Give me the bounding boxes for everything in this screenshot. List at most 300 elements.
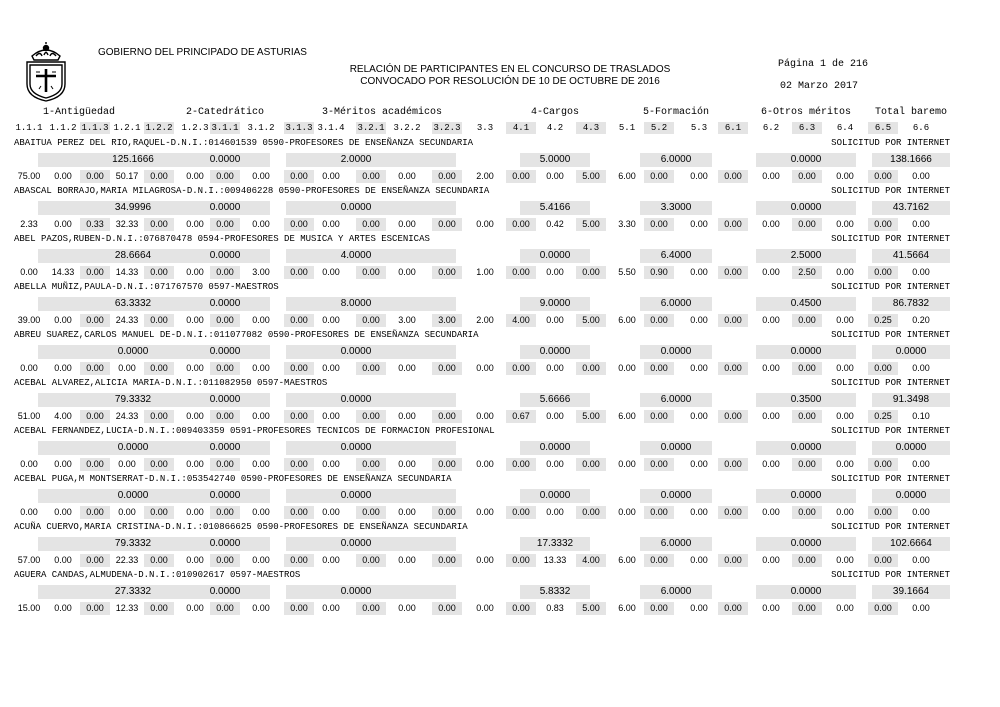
- subsection-value: 0.00: [792, 170, 822, 183]
- section-header: 2-Catedrático: [185, 107, 264, 118]
- subsection-value: 0.00: [476, 555, 494, 565]
- subsection-value: 51.00: [17, 411, 41, 421]
- subsection-value: 0.00: [836, 315, 854, 325]
- subsection-value: 0.00: [144, 554, 174, 567]
- subsection-value: 0.00: [210, 362, 240, 375]
- subsection-value: 22.33: [115, 555, 139, 565]
- subsection-value: 0.00: [398, 603, 416, 613]
- subsection-value: 0.00: [476, 219, 494, 229]
- subsection-value: 4.00: [576, 554, 606, 567]
- subsection-value: 0.00: [252, 603, 270, 613]
- subsection-value: 0.00: [356, 506, 386, 519]
- subsection-value: 0.00: [398, 411, 416, 421]
- subsection-header: 5.1: [618, 123, 636, 133]
- subsection-value: 0.00: [118, 459, 136, 469]
- section-header: 5-Formación: [642, 107, 709, 118]
- subsection-value: 0.00: [836, 459, 854, 469]
- subsection-header: 1.1.3: [81, 123, 109, 133]
- subsection-value: 0.00: [80, 458, 110, 471]
- subsection-value: 0.00: [762, 411, 780, 421]
- subsection-value: 0.00: [284, 458, 314, 471]
- section-total: 2.0000: [340, 154, 372, 165]
- subsection-value: 0.00: [690, 363, 708, 373]
- subsection-value: 14.33: [115, 267, 139, 277]
- subsection-value: 0.00: [718, 458, 748, 471]
- subsection-value: 32.33: [115, 219, 139, 229]
- subsection-value: 0.00: [432, 266, 462, 279]
- section-total: 28.6664: [114, 250, 152, 261]
- subsection-value: 0.90: [644, 266, 674, 279]
- subsection-value: 0.00: [836, 603, 854, 613]
- subsection-value: 0.00: [836, 219, 854, 229]
- page-number: Página 1 de 216: [778, 59, 869, 70]
- subsection-value: 0.83: [546, 603, 564, 613]
- subsection-value: 0.00: [718, 218, 748, 231]
- subsection-value: 5.00: [576, 410, 606, 423]
- solicitud-status: SOLICITUD POR INTERNET: [831, 330, 950, 340]
- subsection-value: 6.00: [618, 411, 636, 421]
- subsection-value: 0.00: [322, 411, 340, 421]
- subsection-header: 3.2.1: [357, 123, 385, 133]
- subsection-header: 1.2.1: [113, 123, 141, 133]
- subsection-value: 6.00: [618, 603, 636, 613]
- subsection-value: 0.00: [476, 411, 494, 421]
- subsection-value: 0.00: [836, 507, 854, 517]
- subsection-value: 0.00: [546, 363, 564, 373]
- subsection-value: 0.00: [252, 507, 270, 517]
- subsection-value: 0.00: [356, 218, 386, 231]
- subsection-value: 0.00: [144, 314, 174, 327]
- subsection-value: 5.00: [576, 218, 606, 231]
- subsection-header: 6.1: [718, 122, 748, 134]
- subsection-value: 0.00: [836, 411, 854, 421]
- subsection-value: 0.00: [54, 459, 72, 469]
- section-total: 0.0000: [790, 154, 822, 165]
- subsection-value: 0.00: [546, 315, 564, 325]
- subsection-value: 0.00: [20, 507, 38, 517]
- subsection-value: 0.00: [644, 218, 674, 231]
- subsection-value: 0.00: [868, 362, 898, 375]
- subsection-header: 6.4: [836, 123, 854, 133]
- report-title-line1: RELACIÓN DE PARTICIPANTES EN EL CONCURSO DE TRASLADOS: [349, 64, 671, 75]
- subsection-value: 0.00: [20, 267, 38, 277]
- section-total: 39.1664: [892, 586, 930, 597]
- subsection-value: 0.00: [356, 602, 386, 615]
- subsection-value: 0.00: [186, 267, 204, 277]
- subsection-value: 0.00: [644, 602, 674, 615]
- subsection-value: 0.25: [868, 314, 898, 327]
- participant-info: AGUERA CANDAS,ALMUDENA-D.N.I.:010902617 0597-MAESTROS: [14, 570, 301, 580]
- subsection-value: 0.00: [644, 410, 674, 423]
- subsection-value: 0.00: [398, 267, 416, 277]
- solicitud-status: SOLICITUD POR INTERNET: [831, 138, 950, 148]
- subsection-value: 0.00: [618, 363, 636, 373]
- subsection-value: 0.00: [186, 171, 204, 181]
- section-total: 0.0000: [209, 442, 241, 453]
- section-total: 102.6664: [890, 538, 932, 549]
- subsection-value: 0.00: [54, 219, 72, 229]
- section-header: 3-Méritos académicos: [321, 107, 443, 118]
- section-total: 8.0000: [340, 298, 372, 309]
- section-total: 63.3332: [114, 298, 152, 309]
- subsection-value: 0.00: [54, 555, 72, 565]
- subsection-value: 5.00: [576, 170, 606, 183]
- subsection-value: 0.00: [836, 363, 854, 373]
- subsection-value: 0.00: [356, 458, 386, 471]
- section-total: 17.3332: [536, 538, 574, 549]
- subsection-value: 0.00: [506, 218, 536, 231]
- subsection-header: 6.5: [868, 122, 898, 134]
- section-total: 0.0000: [340, 490, 372, 501]
- subsection-value: 0.00: [398, 459, 416, 469]
- subsection-value: 0.00: [868, 266, 898, 279]
- section-total: 5.8332: [539, 586, 571, 597]
- asturias-coat-of-arms-icon: [22, 42, 70, 102]
- subsection-value: 0.00: [690, 219, 708, 229]
- section-total: 0.0000: [790, 442, 822, 453]
- subsection-value: 0.00: [792, 362, 822, 375]
- subsection-value: 0.00: [284, 410, 314, 423]
- subsection-value: 0.00: [792, 602, 822, 615]
- section-total: 0.0000: [790, 202, 822, 213]
- subsection-value: 0.00: [718, 410, 748, 423]
- subsection-value: 0.42: [546, 219, 564, 229]
- subsection-value: 0.00: [432, 362, 462, 375]
- subsection-value: 12.33: [115, 603, 139, 613]
- subsection-value: 0.00: [284, 554, 314, 567]
- section-total: 6.0000: [660, 538, 692, 549]
- subsection-value: 0.00: [144, 410, 174, 423]
- subsection-value: 0.00: [210, 410, 240, 423]
- subsection-value: 0.00: [210, 266, 240, 279]
- subsection-value: 0.00: [618, 507, 636, 517]
- subsection-value: 0.00: [690, 507, 708, 517]
- subsection-value: 0.00: [186, 459, 204, 469]
- subsection-header: 6.3: [792, 122, 822, 134]
- section-total: 2.5000: [790, 250, 822, 261]
- subsection-value: 0.00: [506, 458, 536, 471]
- subsection-value: 0.00: [432, 458, 462, 471]
- subsection-value: 0.00: [762, 555, 780, 565]
- subsection-value: 0.00: [20, 459, 38, 469]
- subsection-header: 3.2.3: [433, 123, 461, 133]
- subsection-value: 0.00: [144, 506, 174, 519]
- subsection-value: 0.00: [398, 171, 416, 181]
- subsection-value: 0.20: [912, 315, 930, 325]
- subsection-header: 3.2.2: [393, 123, 421, 133]
- section-total: 6.0000: [660, 154, 692, 165]
- subsection-value: 0.00: [80, 506, 110, 519]
- section-total: 79.3332: [114, 394, 152, 405]
- subsection-value: 0.33: [80, 218, 110, 231]
- subsection-value: 0.00: [836, 267, 854, 277]
- subsection-value: 0.00: [576, 362, 606, 375]
- subsection-value: 0.00: [792, 218, 822, 231]
- subsection-header: 6.2: [762, 123, 780, 133]
- section-total: 0.0000: [340, 538, 372, 549]
- subsection-value: 0.00: [322, 315, 340, 325]
- participant-info: ABREU SUAREZ,CARLOS MANUEL DE-D.N.I.:011077082 0590-PROFESORES DE ENSEÑANZA SECUNDARIA: [14, 330, 479, 340]
- subsection-header: 5.2: [644, 122, 674, 134]
- subsection-value: 0.00: [836, 555, 854, 565]
- subsection-value: 0.00: [186, 507, 204, 517]
- solicitud-status: SOLICITUD POR INTERNET: [831, 522, 950, 532]
- section-total: 0.0000: [209, 298, 241, 309]
- subsection-value: 0.00: [792, 506, 822, 519]
- section-total: 6.0000: [660, 394, 692, 405]
- subsection-value: 0.00: [644, 170, 674, 183]
- subsection-value: 0.00: [432, 602, 462, 615]
- subsection-value: 0.00: [252, 363, 270, 373]
- subsection-value: 0.00: [546, 507, 564, 517]
- subsection-value: 0.00: [252, 411, 270, 421]
- subsection-value: 0.00: [868, 506, 898, 519]
- report-date: 02 Marzo 2017: [780, 81, 859, 92]
- subsection-value: 0.00: [576, 506, 606, 519]
- subsection-header: 1.2.2: [145, 123, 173, 133]
- subsection-value: 0.00: [718, 602, 748, 615]
- subsection-header: 3.1.3: [285, 123, 313, 133]
- subsection-value: 0.00: [186, 315, 204, 325]
- subsection-value: 24.33: [115, 315, 139, 325]
- section-header: 6-Otros méritos: [760, 107, 851, 118]
- subsection-value: 39.00: [17, 315, 41, 325]
- subsection-value: 0.00: [54, 171, 72, 181]
- subsection-value: 0.00: [80, 362, 110, 375]
- subsection-value: 0.00: [762, 315, 780, 325]
- subsection-value: 0.00: [210, 554, 240, 567]
- subsection-value: 0.00: [322, 555, 340, 565]
- subsection-value: 0.00: [80, 410, 110, 423]
- subsection-value: 6.00: [618, 171, 636, 181]
- section-total: 6.0000: [660, 586, 692, 597]
- subsection-value: 0.00: [690, 171, 708, 181]
- section-total: 43.7162: [892, 202, 930, 213]
- section-header: 1-Antigüedad: [42, 107, 115, 118]
- subsection-value: 0.00: [644, 458, 674, 471]
- section-total: 6.0000: [660, 298, 692, 309]
- subsection-value: 14.33: [51, 267, 75, 277]
- subsection-value: 3.00: [252, 267, 270, 277]
- subsection-value: 0.00: [432, 170, 462, 183]
- section-total: 0.0000: [209, 346, 241, 357]
- subsection-value: 0.00: [718, 554, 748, 567]
- section-total: 0.0000: [209, 250, 241, 261]
- subsection-header: 1.1.1: [15, 123, 43, 133]
- subsection-value: 0.00: [284, 170, 314, 183]
- subsection-value: 0.00: [322, 603, 340, 613]
- organization-name: GOBIERNO DEL PRINCIPADO DE ASTURIAS: [98, 47, 307, 58]
- subsection-value: 0.00: [718, 506, 748, 519]
- subsection-value: 0.00: [144, 458, 174, 471]
- solicitud-status: SOLICITUD POR INTERNET: [831, 186, 950, 196]
- subsection-header: 1.1.2: [49, 123, 77, 133]
- subsection-value: 0.00: [690, 459, 708, 469]
- section-total: 0.0000: [340, 346, 372, 357]
- subsection-value: 0.00: [792, 554, 822, 567]
- subsection-value: 0.00: [210, 506, 240, 519]
- subsection-value: 0.00: [54, 603, 72, 613]
- subsection-value: 0.00: [210, 314, 240, 327]
- subsection-value: 4.00: [506, 314, 536, 327]
- subsection-value: 0.00: [186, 555, 204, 565]
- subsection-value: 0.00: [432, 218, 462, 231]
- subsection-value: 0.00: [322, 219, 340, 229]
- solicitud-status: SOLICITUD POR INTERNET: [831, 234, 950, 244]
- report-title-line2: CONVOCADO POR RESOLUCIÓN DE 10 DE OCTUBRE DE 2016: [360, 76, 660, 87]
- section-total: 0.0000: [539, 442, 571, 453]
- subsection-value: 3.00: [398, 315, 416, 325]
- participant-info: ACEBAL FERNANDEZ,LUCIA-D.N.I.:009403359 0591-PROFESORES TECNICOS DE FORMACION PROFESIONAL: [14, 426, 495, 436]
- subsection-value: 0.00: [54, 507, 72, 517]
- section-total: 0.0000: [209, 202, 241, 213]
- subsection-value: 0.00: [644, 554, 674, 567]
- subsection-value: 0.00: [432, 506, 462, 519]
- subsection-value: 0.00: [576, 458, 606, 471]
- subsection-value: 0.00: [868, 218, 898, 231]
- subsection-value: 0.00: [284, 362, 314, 375]
- subsection-value: 0.00: [210, 170, 240, 183]
- subsection-value: 0.00: [322, 267, 340, 277]
- solicitud-status: SOLICITUD POR INTERNET: [831, 282, 950, 292]
- subsection-value: 0.00: [252, 555, 270, 565]
- subsection-value: 0.00: [912, 219, 930, 229]
- participant-info: ACUÑA CUERVO,MARIA CRISTINA-D.N.I.:010866625 0590-PROFESORES DE ENSEÑANZA SECUNDARIA: [14, 522, 468, 532]
- section-total: 125.1666: [112, 154, 154, 165]
- subsection-value: 0.00: [144, 602, 174, 615]
- subsection-value: 0.00: [762, 603, 780, 613]
- subsection-value: 0.00: [54, 363, 72, 373]
- subsection-value: 0.00: [644, 314, 674, 327]
- subsection-value: 0.00: [398, 507, 416, 517]
- subsection-value: 0.00: [690, 267, 708, 277]
- subsection-value: 24.33: [115, 411, 139, 421]
- subsection-value: 0.00: [144, 266, 174, 279]
- subsection-value: 0.00: [398, 555, 416, 565]
- subsection-value: 0.00: [398, 219, 416, 229]
- subsection-value: 0.00: [762, 267, 780, 277]
- subsection-value: 0.00: [252, 315, 270, 325]
- section-total: 0.0000: [539, 250, 571, 261]
- subsection-value: 0.00: [118, 507, 136, 517]
- participant-info: ABEL PAZOS,RUBEN-D.N.I.:076870478 0594-PROFESORES DE MUSICA Y ARTES ESCENICAS: [14, 234, 430, 244]
- section-total: 0.0000: [117, 442, 149, 453]
- subsection-header: 4.2: [546, 123, 564, 133]
- subsection-value: 0.00: [546, 171, 564, 181]
- subsection-value: 0.00: [644, 506, 674, 519]
- subsection-value: 0.00: [476, 363, 494, 373]
- subsection-value: 0.00: [432, 410, 462, 423]
- subsection-value: 0.00: [912, 171, 930, 181]
- subsection-value: 0.00: [252, 459, 270, 469]
- section-header: 4-Cargos: [530, 107, 579, 118]
- subsection-value: 0.00: [252, 171, 270, 181]
- section-total: 0.0000: [895, 346, 927, 357]
- participant-info: ABELLA MUÑIZ,PAULA-D.N.I.:071767570 0597-MAESTROS: [14, 282, 279, 292]
- subsection-value: 2.33: [20, 219, 38, 229]
- subsection-value: 5.50: [618, 267, 636, 277]
- subsection-value: 0.00: [284, 218, 314, 231]
- section-total: 0.0000: [660, 346, 692, 357]
- subsection-value: 0.00: [576, 266, 606, 279]
- section-total: 0.0000: [539, 490, 571, 501]
- subsection-value: 0.00: [506, 362, 536, 375]
- section-total: 0.0000: [790, 538, 822, 549]
- subsection-value: 0.00: [912, 603, 930, 613]
- section-total: 9.0000: [539, 298, 571, 309]
- section-total: 0.0000: [209, 538, 241, 549]
- subsection-value: 0.00: [792, 314, 822, 327]
- subsection-value: 0.00: [356, 362, 386, 375]
- subsection-value: 13.33: [543, 555, 567, 565]
- subsection-value: 57.00: [17, 555, 41, 565]
- section-total: 0.4500: [790, 298, 822, 309]
- solicitud-status: SOLICITUD POR INTERNET: [831, 426, 950, 436]
- subsection-value: 2.00: [476, 315, 494, 325]
- subsection-value: 0.00: [186, 363, 204, 373]
- subsection-value: 0.00: [284, 266, 314, 279]
- subsection-value: 0.00: [186, 411, 204, 421]
- section-total: 41.5664: [892, 250, 930, 261]
- participant-info: ACEBAL PUGA,M MONTSERRAT-D.N.I.:053542740 0590-PROFESORES DE ENSEÑANZA SECUNDARIA: [14, 474, 452, 484]
- subsection-value: 0.00: [356, 554, 386, 567]
- subsection-value: 0.00: [762, 363, 780, 373]
- section-total: 0.0000: [117, 490, 149, 501]
- subsection-value: 0.00: [80, 602, 110, 615]
- subsection-value: 0.00: [690, 411, 708, 421]
- subsection-value: 0.00: [506, 170, 536, 183]
- subsection-value: 0.00: [252, 219, 270, 229]
- subsection-value: 6.00: [618, 315, 636, 325]
- subsection-value: 0.00: [322, 171, 340, 181]
- solicitud-status: SOLICITUD POR INTERNET: [831, 378, 950, 388]
- subsection-value: 3.00: [432, 314, 462, 327]
- subsection-value: 0.00: [868, 170, 898, 183]
- subsection-value: 0.00: [356, 266, 386, 279]
- section-total: 5.4166: [539, 202, 571, 213]
- subsection-value: 0.00: [80, 170, 110, 183]
- subsection-value: 0.00: [868, 602, 898, 615]
- subsection-value: 0.00: [644, 362, 674, 375]
- subsection-value: 0.00: [356, 314, 386, 327]
- section-total: 0.0000: [209, 394, 241, 405]
- section-total: 3.3000: [660, 202, 692, 213]
- subsection-value: 0.00: [546, 267, 564, 277]
- participant-info: ACEBAL ALVAREZ,ALICIA MARIA-D.N.I.:011082950 0597-MAESTROS: [14, 378, 328, 388]
- subsection-value: 6.00: [618, 555, 636, 565]
- subsection-value: 0.00: [762, 459, 780, 469]
- subsection-value: 0.00: [690, 315, 708, 325]
- subsection-value: 0.00: [762, 171, 780, 181]
- subsection-header: 4.1: [506, 122, 536, 134]
- subsection-value: 0.00: [322, 507, 340, 517]
- subsection-value: 0.67: [506, 410, 536, 423]
- section-total: 34.9996: [114, 202, 152, 213]
- subsection-value: 0.00: [506, 602, 536, 615]
- section-total: 4.0000: [340, 250, 372, 261]
- subsection-value: 0.00: [868, 554, 898, 567]
- subsection-value: 0.00: [322, 363, 340, 373]
- subsection-value: 3.30: [618, 219, 636, 229]
- subsection-value: 0.00: [718, 266, 748, 279]
- subsection-value: 0.00: [912, 363, 930, 373]
- subsection-value: 0.00: [210, 602, 240, 615]
- section-total: 91.3498: [892, 394, 930, 405]
- subsection-value: 0.00: [868, 458, 898, 471]
- subsection-value: 5.00: [576, 602, 606, 615]
- subsection-value: 0.00: [912, 507, 930, 517]
- participant-info: ABASCAL BORRAJO,MARIA MILAGROSA-D.N.I.:009406228 0590-PROFESORES DE ENSEÑANZA SECUNDARIA: [14, 186, 490, 196]
